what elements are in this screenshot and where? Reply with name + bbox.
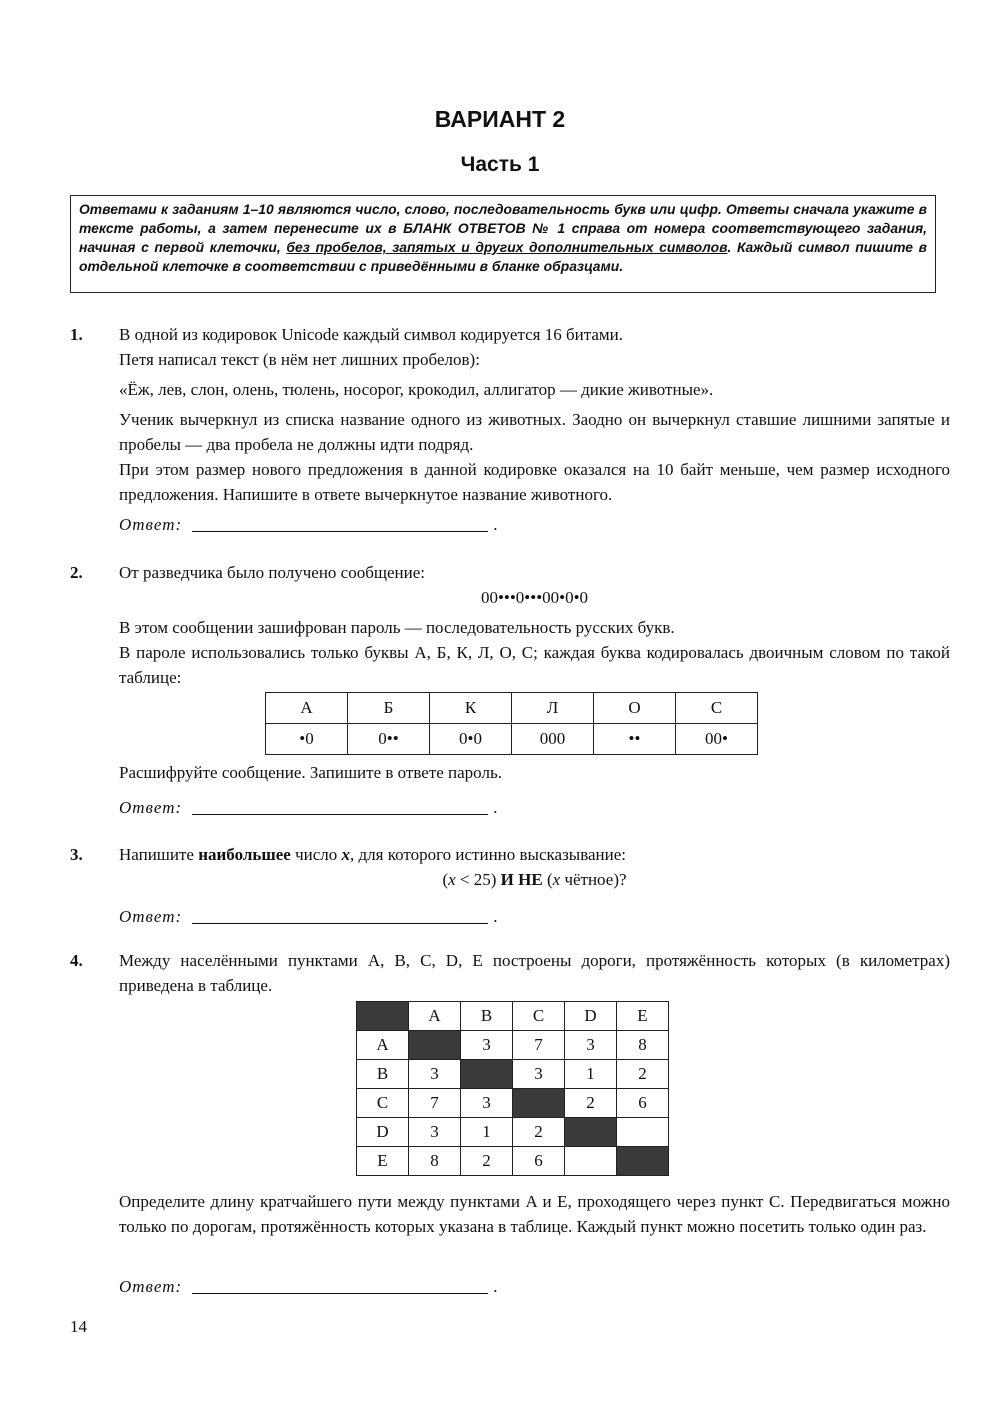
instruction-text-2: . Каждый символ пишите в отдельной клеточке в соответствии с приведёнными в бланке образцами. <box>79 239 927 274</box>
distance-cell: 7 <box>513 1031 565 1060</box>
distance-cell: 6 <box>513 1147 565 1176</box>
task-3-text-b: число <box>290 845 342 864</box>
distance-cell <box>565 1147 617 1176</box>
distance-cell <box>617 1118 669 1147</box>
distance-cell-diagonal <box>513 1089 565 1118</box>
instruction-box <box>70 195 936 293</box>
task-2-message: 00•••0•••00•0•0 <box>480 588 589 607</box>
task-2-text-2: В этом сообщении зашифрован пароль — последовательность русских букв. <box>119 618 675 637</box>
answer-label-3: Ответ: <box>119 907 183 926</box>
code-value: 0•• <box>348 724 430 755</box>
formula-part: ( <box>542 870 553 889</box>
task-3-variable: x <box>341 845 351 864</box>
distance-cell: 3 <box>461 1089 513 1118</box>
formula-var: x <box>448 870 456 889</box>
distance-row-label: D <box>357 1118 409 1147</box>
task-3-text <box>119 842 950 867</box>
distance-table <box>356 1001 669 1176</box>
code-table <box>265 692 758 755</box>
answer-field-4[interactable] <box>192 1277 488 1294</box>
distance-cell: 7 <box>409 1089 461 1118</box>
distance-row-label: C <box>357 1089 409 1118</box>
code-table-codes <box>266 724 758 755</box>
code-letter: А <box>266 693 348 724</box>
task-1-text-3: Ученик вычеркнул из списка название одного из животных. Заодно он вычеркнул ставшие лишними запятые и пробелы — два пробела не должны идти подряд. <box>119 410 950 454</box>
distance-row-label: E <box>357 1147 409 1176</box>
distance-cell: 3 <box>565 1031 617 1060</box>
instruction-text-1: Ответами к заданиям 1–10 являются число, слово, последовательность букв или цифр. Ответы сначала укажите в тексте работы, а затем перенесите их в БЛАНК ОТВЕТОВ № 1 справа от номера соответствующего задания, начиная с первой клеточки, <box>79 201 927 255</box>
distance-header: A <box>409 1002 461 1031</box>
distance-cell: 2 <box>617 1060 669 1089</box>
distance-cell: 1 <box>565 1060 617 1089</box>
distance-cell-diagonal <box>461 1060 513 1089</box>
distance-header: C <box>513 1002 565 1031</box>
task-4-number: 4. <box>70 951 83 970</box>
code-table-letters <box>266 693 758 724</box>
answer-label-1: Ответ: <box>119 515 183 534</box>
code-value: 000 <box>512 724 594 755</box>
distance-row-label: A <box>357 1031 409 1060</box>
part-title: Часть 1 <box>460 153 540 176</box>
distance-cell-diagonal <box>409 1031 461 1060</box>
task-2-text-3: В пароле использовались только буквы А, Б, К, Л, О, С; каждая буква кодировалась двоичным словом по такой таблице: <box>119 643 950 687</box>
task-1-text-4: При этом размер нового предложения в данной кодировке оказался на 10 байт меньше, чем размер исходного предложения. Напишите в ответе вычеркнутое название животного. <box>119 460 950 504</box>
code-value: 00• <box>676 724 758 755</box>
instruction-underlined: без пробелов, запятых и других дополнительных символов <box>286 239 728 255</box>
answer-field-1[interactable] <box>192 515 488 532</box>
task-4-text-2: Определите длину кратчайшего пути между пунктами A и E, проходящего через пункт C. Передвигаться можно только по дорогам, протяжённость которых указана в таблице. Каждый пункт можно посетить только один раз. <box>119 1192 950 1236</box>
answer-label-2: Ответ: <box>119 798 183 817</box>
task-3-bold: наибольшее <box>198 845 291 864</box>
code-letter: С <box>676 693 758 724</box>
distance-row <box>357 1089 669 1118</box>
code-letter: Л <box>512 693 594 724</box>
distance-corner <box>357 1002 409 1031</box>
distance-cell: 2 <box>461 1147 513 1176</box>
formula-var: x <box>552 870 561 889</box>
distance-cell: 8 <box>617 1031 669 1060</box>
distance-cell: 2 <box>565 1089 617 1118</box>
code-value: •0 <box>266 724 348 755</box>
task-2-text-4: Расшифруйте сообщение. Запишите в ответе пароль. <box>119 763 502 782</box>
code-letter: О <box>594 693 676 724</box>
distance-cell: 2 <box>513 1118 565 1147</box>
distance-row <box>357 1031 669 1060</box>
distance-row-label: B <box>357 1060 409 1089</box>
task-2-text-1: От разведчика было получено сообщение: <box>119 563 425 582</box>
answer-label-4: Ответ: <box>119 1277 183 1296</box>
formula-operator: И НЕ <box>500 870 543 889</box>
distance-cell: 3 <box>461 1031 513 1060</box>
task-1-text-1: В одной из кодировок Unicode каждый символ кодируется 16 битами. <box>119 325 623 344</box>
task-3-formula <box>119 867 950 892</box>
task-1-text-2: Петя написал текст (в нём нет лишних пробелов): <box>119 350 480 369</box>
task-4-text-1: Между населёнными пунктами A, B, C, D, E построены дороги, протяжённость которых (в километрах) приведена в таблице. <box>119 951 950 995</box>
distance-row <box>357 1060 669 1089</box>
task-3-number: 3. <box>70 845 83 864</box>
code-value: 0•0 <box>430 724 512 755</box>
task-1-sentence: «Ёж, лев, слон, олень, тюлень, носорог, крокодил, аллигатор — дикие животные». <box>119 380 714 399</box>
formula-part: чётное)? <box>560 870 627 889</box>
distance-cell: 6 <box>617 1089 669 1118</box>
code-letter: К <box>430 693 512 724</box>
task-3-text-c: , для которого истинно высказывание: <box>350 845 627 864</box>
distance-cell: 3 <box>409 1118 461 1147</box>
page-number: 14 <box>70 1317 87 1336</box>
answer-field-2[interactable] <box>192 798 488 815</box>
task-1-number: 1. <box>70 325 83 344</box>
distance-cell-diagonal <box>617 1147 669 1176</box>
task-3-text-a: Напишите <box>119 845 199 864</box>
task-2-number: 2. <box>70 563 83 582</box>
distance-cell-diagonal <box>565 1118 617 1147</box>
distance-header-row <box>357 1002 669 1031</box>
code-letter: Б <box>348 693 430 724</box>
distance-row <box>357 1118 669 1147</box>
formula-part: ( <box>442 870 449 889</box>
distance-header: B <box>461 1002 513 1031</box>
answer-field-3[interactable] <box>192 907 488 924</box>
distance-cell: 3 <box>513 1060 565 1089</box>
distance-row <box>357 1147 669 1176</box>
distance-cell: 8 <box>409 1147 461 1176</box>
distance-cell: 1 <box>461 1118 513 1147</box>
distance-header: E <box>617 1002 669 1031</box>
code-value: •• <box>594 724 676 755</box>
page-title: ВАРИАНТ 2 <box>434 106 566 132</box>
distance-cell: 3 <box>409 1060 461 1089</box>
distance-header: D <box>565 1002 617 1031</box>
formula-part: < 25) <box>455 870 501 889</box>
